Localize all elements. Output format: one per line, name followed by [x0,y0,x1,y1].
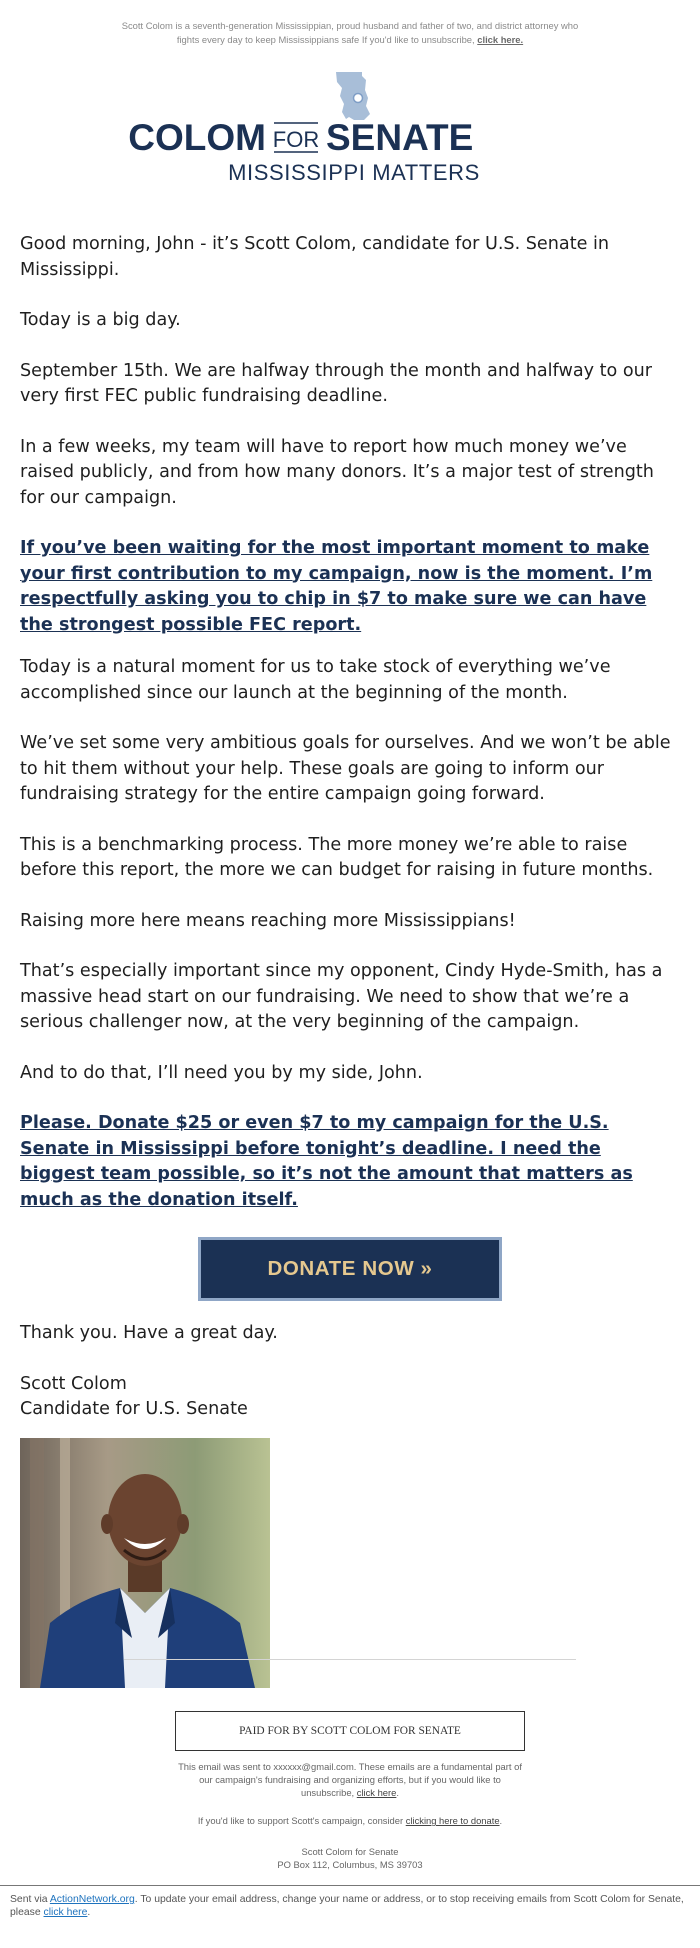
bottom-text: . To update your email address, change your name or address, or to stop receiving emails from Scott Colom for Senate, please [10,1894,684,1918]
paragraph-by-my-side: And to do that, I’ll need you by my side, John. [20,1062,423,1083]
bottom-sent-via: Sent via [10,1894,50,1905]
footer-donate-link[interactable]: clicking here to donate [405,1815,500,1826]
logo-name-right: SENATE [326,117,474,158]
bottom-click-here-link[interactable]: click here [43,1907,88,1918]
logo-name-left: COLOM [128,117,266,158]
logo-for: FOR [272,127,320,152]
thanks-line: Thank you. Have a great day. [20,1323,278,1343]
footer-address-block [175,1845,525,1871]
paragraph-benchmark: This is a benchmarking process. The more money we’re able to raise before this report, the more we can budget for raising in future months. [20,834,654,880]
paragraph-raising-more: Raising more here means reaching more Mississippians! [20,910,516,931]
donate-button-wrap [20,1237,680,1301]
actionnetwork-footer [10,1893,690,1919]
footer-support-period: . [499,1815,503,1826]
signature-name: Scott Colom [20,1373,127,1394]
footer-address: PO Box 112, Columbus, MS 39703 [277,1859,423,1870]
cta-link-1[interactable]: If you’ve been waiting for the most important moment to make your first contribution to my campaign, now is the moment. I’m respectfully asking you to chip in $7 to make sure we can have the strongest possible FEC report. [20,538,653,635]
paragraph-take-stock: Today is a natural moment for us to take stock of everything we’ve accomplished since our launch at the beginning of the month. [20,657,611,703]
footer-sent-to [175,1760,525,1799]
footer-org-name: Scott Colom for Senate [301,1846,399,1857]
footer-sent-to-text: This email was sent to xxxxxx@gmail.com. These emails are a fundamental part of our campaign's fundraising and organizing efforts, but if you would like to unsubscribe, [178,1761,522,1798]
paragraph-report: In a few weeks, my team will have to report how much money we’ve raised publicly, and from how many donors. It’s a major test of strength for our campaign. [20,436,654,508]
footer-support-text: If you'd like to support Scott's campaign, consider [197,1815,406,1826]
candidate-photo [20,1438,270,1688]
paid-for-box: PAID FOR BY SCOTT COLOM FOR SENATE [175,1711,525,1751]
signature-title: Candidate for U.S. Senate [20,1399,248,1419]
footer-divider [124,1659,576,1660]
email-body [20,232,680,1688]
paragraph-big-day: Today is a big day. [20,310,181,330]
preheader-text: Scott Colom is a seventh-generation Mississippian, proud husband and father of two, and district attorney who fights every day to keep Mississippians safe If you'd like to unsubscribe, [121,20,579,45]
footer-unsubscribe-link[interactable]: click here [356,1787,397,1798]
preheader [120,19,580,47]
magnolia-icon [354,94,363,103]
paragraph-goals: We’ve set some very ambitious goals for ourselves. And we won’t be able to hit them without your help. These goals are going to inform our fundraising strategy for the entire campaign going forward. [20,733,671,804]
mississippi-map-icon [336,72,370,120]
cta-link-2[interactable]: Please. Donate $25 or even $7 to my campaign for the U.S. Senate in Mississippi before tonight’s deadline. I need the biggest team possible, so it’s not the amount that matters as much as the donation itself. [20,1113,633,1210]
greeting: Good morning, John - it’s Scott Colom, candidate for U.S. Senate in Mississippi. [20,234,610,280]
preheader-unsubscribe-link[interactable]: click here. [477,34,524,45]
bottom-separator [0,1885,700,1886]
bottom-period: . [87,1907,91,1918]
footer-period: . [396,1787,399,1798]
footer-support [175,1814,525,1827]
cta-paragraph-1 [20,536,680,638]
paragraph-september: September 15th. We are halfway through the month and halfway to our very first FEC public fundraising deadline. [20,360,653,406]
paragraph-opponent: That’s especially important since my opponent, Cindy Hyde-Smith, has a massive head start on our fundraising. We need to show that we’re a serious challenger now, at the very beginning of the campaign. [20,961,663,1032]
logo-tagline: MISSISSIPPI MATTERS [228,160,480,185]
actionnetwork-link[interactable]: ActionNetwork.org [49,1894,135,1905]
donate-now-button[interactable]: DONATE NOW » [198,1237,502,1301]
cta-paragraph-2 [20,1111,680,1213]
campaign-logo [128,70,514,186]
signature [20,1372,680,1423]
